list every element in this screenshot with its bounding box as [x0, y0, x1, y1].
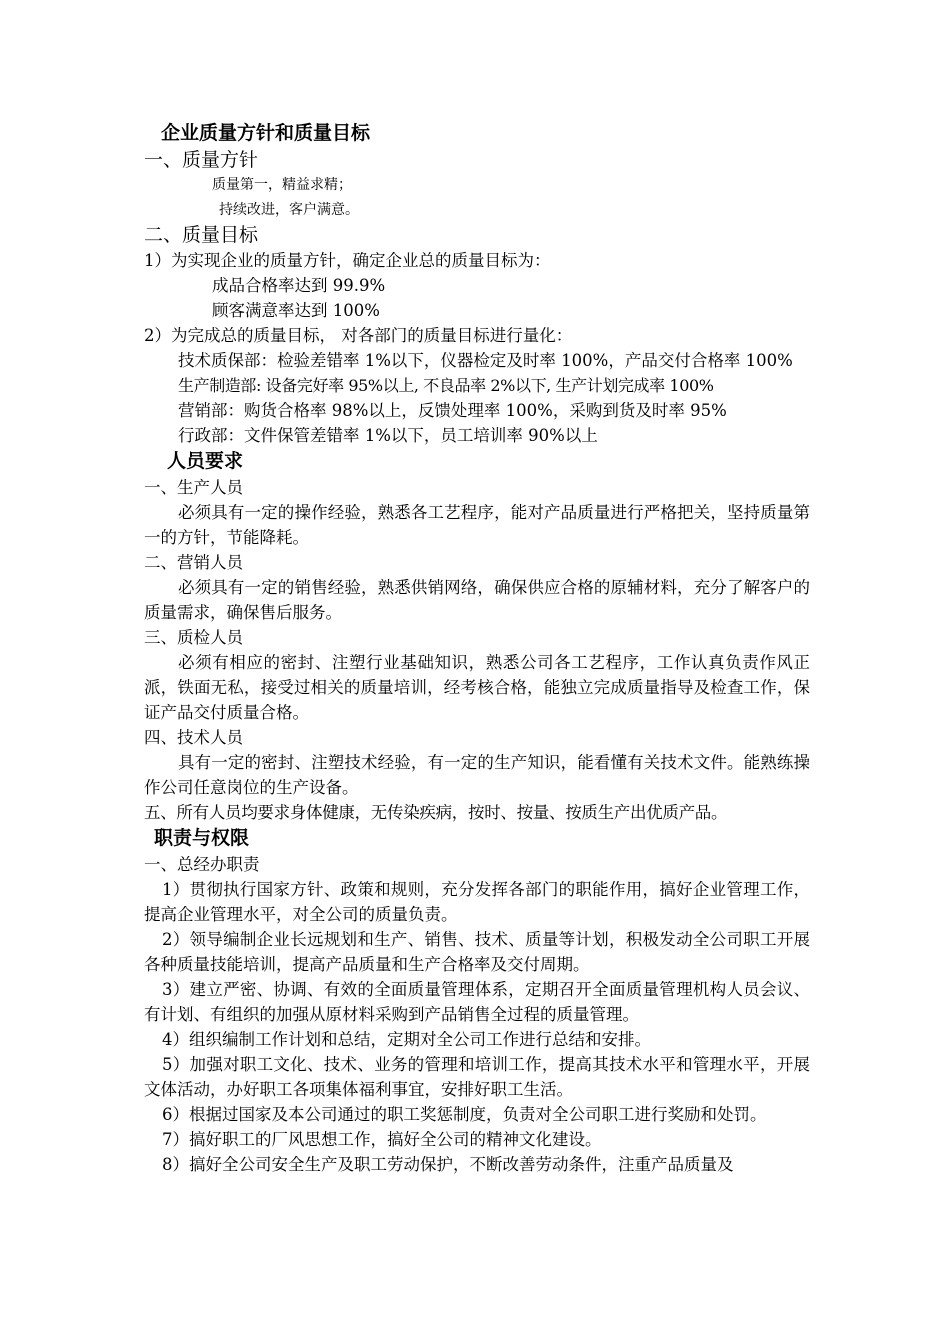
goal-line-1: 成品合格率达到 99.9%: [212, 276, 386, 295]
section-heading-policy: 一、质量方针: [144, 149, 259, 171]
dept-sales: 营销部：购货合格率 98%以上，反馈处理率 100%，采购到货及时率 95%: [178, 401, 727, 420]
dept-tech-quality: 技术质保部：检验差错率 1%以下，仪器检定及时率 100%，产品交付合格率 100%: [178, 351, 793, 370]
objective-item-2: 2）为完成总的质量目标， 对各部门的质量目标进行量化：: [144, 326, 573, 345]
personnel-body-sales: 必须具有一定的销售经验，熟悉供销网络，确保供应合格的原辅材料，充分了解客户的质量需求，确保售后服务。: [144, 578, 810, 622]
duty-item-7: 7）搞好职工的厂风思想工作，搞好全公司的精神文化建设。: [162, 1130, 602, 1149]
duty-item-4: 4）组织编制工作计划和总结，定期对全公司工作进行总结和安排。: [162, 1030, 651, 1049]
personnel-body-production: 必须具有一定的操作经验，熟悉各工艺程序，能对产品质量进行严格把关，坚持质量第一的方针，节能降耗。: [144, 503, 810, 547]
duty-item-3: 3）建立严密、协调、有效的全面质量管理体系，定期召开全面质量管理机构人员会议、有计划、有组织的加强从原材料采购到产品销售全过程的质量管理。: [144, 980, 810, 1024]
dept-admin: 行政部：文件保管差错率 1%以下，员工培训率 90%以上: [178, 426, 598, 445]
document-page: [144, 118, 810, 1177]
personnel-title-sales: 二、营销人员: [144, 553, 243, 572]
policy-line-2: 持续改进，客户满意。: [219, 202, 359, 218]
duty-item-1: 1）贯彻执行国家方针、政策和规则，充分发挥各部门的职能作用，搞好企业管理工作，提高企业管理水平，对全公司的质量负责。: [144, 880, 810, 924]
duty-item-2: 2）领导编制企业长远规划和生产、销售、技术、质量等计划，积极发动全公司职工开展各种质量技能培训，提高产品质量和生产合格率及交付周期。: [144, 930, 810, 974]
personnel-all-staff: 五、所有人员均要求身体健康，无传染疾病，按时、按量、按质生产出优质产品。: [144, 803, 728, 822]
section-heading-personnel: 人员要求: [167, 450, 244, 472]
objective-item-1: 1）为实现企业的质量方针，确定企业总的质量目标为：: [144, 251, 551, 270]
personnel-body-tech: 具有一定的密封、注塑技术经验，有一定的生产知识，能看懂有关技术文件。能熟练操作公司任意岗位的生产设备。: [144, 753, 810, 797]
duty-item-5: 5）加强对职工文化、技术、业务的管理和培训工作，提高其技术水平和管理水平，开展文体活动，办好职工各项集体福利事宜，安排好职工生活。: [144, 1055, 810, 1099]
dept-production: 生产制造部: 设备完好率 95%以上, 不良品率 2%以下, 生产计划完成率 100%: [178, 376, 714, 395]
duty-item-8: 8）搞好全公司安全生产及职工劳动保护，不断改善劳动条件，注重产品质量及: [162, 1155, 734, 1174]
goal-line-2: 顾客满意率达到 100%: [212, 301, 380, 320]
personnel-title-qc: 三、质检人员: [144, 628, 243, 647]
personnel-title-tech: 四、技术人员: [144, 728, 243, 747]
section-heading-duties: 职责与权限: [154, 827, 250, 849]
personnel-title-production: 一、生产人员: [144, 478, 243, 497]
section-heading-objectives: 二、质量目标: [144, 224, 259, 246]
policy-line-1: 质量第一，精益求精；: [212, 177, 352, 193]
page-title: 企业质量方针和质量目标: [161, 122, 371, 144]
duties-subheading-gm-office: 一、总经办职责: [144, 855, 260, 874]
duty-item-6: 6）根据过国家及本公司通过的职工奖惩制度，负责对全公司职工进行奖励和处罚。: [162, 1105, 767, 1124]
personnel-body-qc: 必须有相应的密封、注塑行业基础知识，熟悉公司各工艺程序，工作认真负责作风正派，铁面无私，接受过相关的质量培训，经考核合格，能独立完成质量指导及检查工作，保证产品交付质量合格。: [144, 653, 810, 722]
